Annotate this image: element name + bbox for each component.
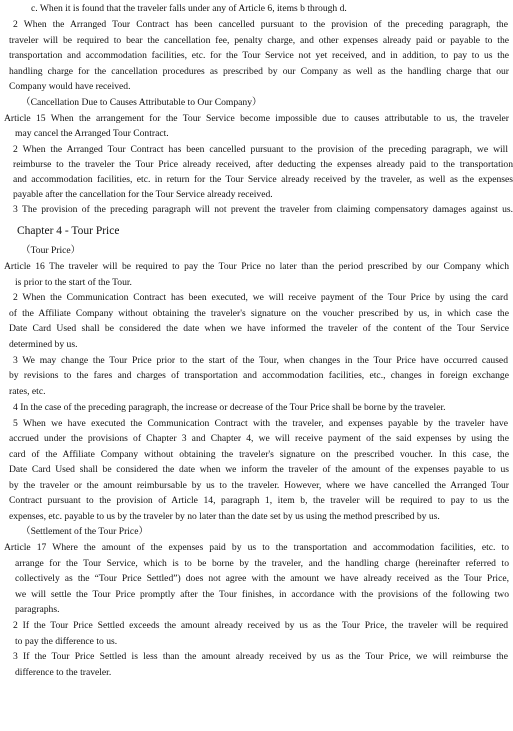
article-16-para-2: 2 When the Communication Contract has been executed, we will receive payment of the Tour Price by using the card — [13, 292, 508, 303]
text-line: Date Card Used shall be considered the date when we have informed the traveler of the content of the Tour Service — [9, 323, 509, 334]
article-16-para-4: 4 In the case of the preceding paragraph, the increase or decrease of the Tour Price shall be borne by the traveler. — [13, 402, 446, 413]
text-line: transportation and accommodation facilities, etc. for the Tour Service not yet received, and in addition, to pay to us the — [9, 50, 509, 61]
text-line: to pay the difference to us. — [15, 636, 118, 647]
text-line: payable after the cancellation for the Tour Service already received. — [13, 189, 273, 200]
text-line: accrued under the provisions of Chapter 3 and Chapter 4, we will receive payment of the said expenses by using the — [9, 433, 509, 444]
text-line: traveler will be required to bear the cancellation fee, penalty charge, and other expenses already paid or payable to the — [9, 35, 509, 46]
article-16-heading-line: Article 16 The traveler will be required to pay the Tour Price no later than the period prescribed by our Company which — [4, 261, 509, 272]
text-line: by the traveler or the amount reimbursable by us to the traveler. However, where we have cancelled the Arranged Tour — [9, 480, 509, 491]
text-line: paragraphs. — [15, 604, 60, 615]
article-16-para-3: 3 We may change the Tour Price prior to the start of the Tour, when changes in the Tour Price have occurred caused — [13, 355, 508, 366]
text-line: reimburse to the traveler the Tour Price already received, after deducting the expenses already paid to the transportation — [13, 159, 513, 170]
article-16-para-5: 5 When we have executed the Communication Contract with the traveler, and expenses payable by the traveler have — [13, 418, 508, 429]
text-line: difference to the traveler. — [15, 667, 112, 678]
section-heading-cancellation: （Cancellation Due to Causes Attributable to Our Company） — [21, 97, 262, 108]
article-17-heading-line: Article 17 Where the amount of the expenses paid by us to the transportation and accommodation facilities, etc. to — [4, 542, 509, 553]
article-17-para-3: 3 If the Tour Price Settled is less than the amount already received by us as the Tour Price, we will reimburse the — [13, 651, 508, 662]
text-line: determined by us. — [9, 339, 78, 350]
text-line: card of the Affiliate Company without obtaining the traveler's signature on the prescribed voucher. In this case, the — [9, 449, 509, 460]
text-line: arrange for the Tour Service, which is to be borne by the traveler, and the handling charge (hereinafter referred to — [15, 558, 509, 569]
article-14-item-c: c. When it is found that the traveler falls under any of Article 6, items b through d. — [31, 3, 347, 14]
text-line: is prior to the start of the Tour. — [15, 277, 132, 288]
text-line: handling charge for the cancellation procedures as prescribed by our Company as well as the handling charge that our — [9, 66, 509, 77]
text-line: by revisions to the fares and charges of transportation and accommodation facilities, etc., changes in foreign exchange — [9, 370, 509, 381]
text-line: may cancel the Arranged Tour Contract. — [15, 128, 169, 139]
text-line: rates, etc. — [9, 386, 46, 397]
article-15-para-3: 3 The provision of the preceding paragraph will not prevent the traveler from claiming compensatory damages against us. — [13, 204, 513, 215]
text-line: collectively as the “Tour Price Settled”) does not agree with the amount we have already received as the Tour Price, — [15, 573, 509, 584]
text-line: of the Affiliate Company without obtaining the traveler's signature on the voucher prescribed by us, in which case the — [9, 308, 509, 319]
article-17-para-2: 2 If the Tour Price Settled exceeds the amount already received by us as the Tour Price, the traveler will be required — [13, 620, 508, 631]
section-heading-settlement: （Settlement of the Tour Price） — [21, 526, 149, 537]
chapter-title: Chapter 4 - Tour Price — [17, 225, 120, 237]
section-heading-tour-price: （Tour Price） — [21, 245, 81, 256]
text-line: Contract pursuant to the provision of Article 14, paragraph 1, item b, the traveler will be required to pay to us the — [9, 495, 509, 506]
text-line: Date Card Used shall be considered the date when we inform the traveler of the amount of the expenses payable to us — [9, 464, 509, 475]
text-line: we will settle the Tour Price promptly after the Tour finishes, in accordance with the provisions of the following two — [15, 589, 509, 600]
text-line: and accommodation facilities, etc. in return for the Tour Service already received by the traveler, as well as the expenses — [13, 174, 513, 185]
text-line: Company would have received. — [9, 81, 131, 92]
article-15-heading-line: Article 15 When the arrangement for the Tour Service become impossible due to causes attributable to us, the traveler — [4, 113, 509, 124]
article-15-para-2: 2 When the Arranged Tour Contract has been cancelled pursuant to the provision of the preceding paragraph, we will — [13, 144, 508, 155]
article-14-para-2: 2 When the Arranged Tour Contract has been cancelled pursuant to the provision of the preceding paragraph, the — [13, 19, 508, 30]
text-line: expenses, etc. payable to us by the traveler by no later than the date set by us using the method prescribed by us. — [9, 511, 440, 522]
